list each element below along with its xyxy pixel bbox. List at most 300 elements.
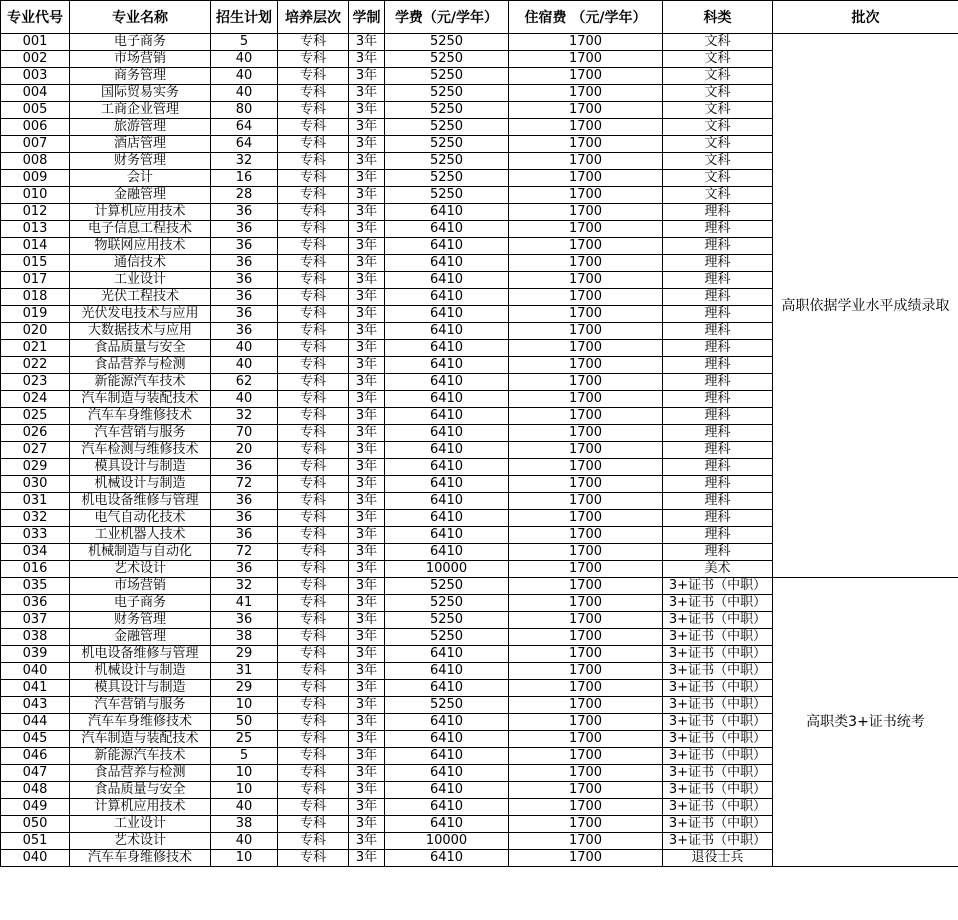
cell-tuition: 5250 <box>385 595 509 612</box>
cell-code: 015 <box>1 255 70 272</box>
cell-duration: 3年 <box>349 782 385 799</box>
cell-lodging: 1700 <box>509 187 663 204</box>
cell-code: 005 <box>1 102 70 119</box>
cell-lodging: 1700 <box>509 272 663 289</box>
cell-lodging: 1700 <box>509 255 663 272</box>
cell-lodging: 1700 <box>509 476 663 493</box>
cell-quota: 32 <box>211 408 278 425</box>
cell-duration: 3年 <box>349 357 385 374</box>
cell-tuition: 6410 <box>385 646 509 663</box>
cell-category: 文科 <box>663 170 773 187</box>
cell-level: 专科 <box>278 816 349 833</box>
cell-quota: 5 <box>211 34 278 51</box>
table-row <box>1 578 958 595</box>
cell-major: 工业设计 <box>70 816 211 833</box>
cell-lodging: 1700 <box>509 799 663 816</box>
cell-duration: 3年 <box>349 102 385 119</box>
cell-category: 3+证书（中职） <box>663 833 773 850</box>
cell-category: 文科 <box>663 68 773 85</box>
cell-duration: 3年 <box>349 85 385 102</box>
cell-duration: 3年 <box>349 714 385 731</box>
cell-tuition: 5250 <box>385 612 509 629</box>
cell-tuition: 6410 <box>385 323 509 340</box>
cell-code: 031 <box>1 493 70 510</box>
cell-level: 专科 <box>278 850 349 867</box>
cell-tuition: 5250 <box>385 51 509 68</box>
cell-category: 3+证书（中职） <box>663 612 773 629</box>
cell-batch: 高职类3+证书统考 <box>773 578 958 867</box>
cell-code: 050 <box>1 816 70 833</box>
cell-code: 040 <box>1 663 70 680</box>
cell-tuition: 6410 <box>385 357 509 374</box>
cell-level: 专科 <box>278 833 349 850</box>
cell-duration: 3年 <box>349 493 385 510</box>
cell-tuition: 5250 <box>385 170 509 187</box>
cell-code: 009 <box>1 170 70 187</box>
cell-category: 理科 <box>663 459 773 476</box>
cell-major: 电气自动化技术 <box>70 510 211 527</box>
cell-quota: 64 <box>211 136 278 153</box>
cell-tuition: 6410 <box>385 510 509 527</box>
cell-level: 专科 <box>278 544 349 561</box>
cell-level: 专科 <box>278 748 349 765</box>
cell-tuition: 5250 <box>385 136 509 153</box>
cell-major: 食品营养与检测 <box>70 765 211 782</box>
cell-category: 文科 <box>663 85 773 102</box>
cell-quota: 38 <box>211 629 278 646</box>
cell-code: 020 <box>1 323 70 340</box>
cell-category: 理科 <box>663 527 773 544</box>
cell-tuition: 5250 <box>385 187 509 204</box>
cell-duration: 3年 <box>349 578 385 595</box>
cell-category: 3+证书（中职） <box>663 595 773 612</box>
cell-lodging: 1700 <box>509 765 663 782</box>
cell-tuition: 6410 <box>385 459 509 476</box>
cell-code: 044 <box>1 714 70 731</box>
cell-duration: 3年 <box>349 442 385 459</box>
cell-quota: 32 <box>211 153 278 170</box>
cell-lodging: 1700 <box>509 544 663 561</box>
header-row <box>1 1 958 34</box>
cell-tuition: 6410 <box>385 272 509 289</box>
cell-tuition: 5250 <box>385 34 509 51</box>
cell-duration: 3年 <box>349 663 385 680</box>
cell-category: 理科 <box>663 391 773 408</box>
cell-level: 专科 <box>278 255 349 272</box>
cell-major: 汽车检测与维修技术 <box>70 442 211 459</box>
cell-code: 048 <box>1 782 70 799</box>
cell-duration: 3年 <box>349 527 385 544</box>
cell-duration: 3年 <box>349 119 385 136</box>
cell-lodging: 1700 <box>509 629 663 646</box>
cell-code: 010 <box>1 187 70 204</box>
cell-level: 专科 <box>278 510 349 527</box>
cell-major: 通信技术 <box>70 255 211 272</box>
cell-code: 016 <box>1 561 70 578</box>
cell-level: 专科 <box>278 493 349 510</box>
cell-level: 专科 <box>278 527 349 544</box>
cell-major: 汽车制造与装配技术 <box>70 391 211 408</box>
cell-duration: 3年 <box>349 204 385 221</box>
cell-code: 051 <box>1 833 70 850</box>
cell-quota: 36 <box>211 612 278 629</box>
cell-category: 理科 <box>663 408 773 425</box>
cell-lodging: 1700 <box>509 136 663 153</box>
cell-major: 商务管理 <box>70 68 211 85</box>
cell-major: 汽车车身维修技术 <box>70 850 211 867</box>
cell-duration: 3年 <box>349 765 385 782</box>
cell-category: 文科 <box>663 136 773 153</box>
cell-duration: 3年 <box>349 748 385 765</box>
cell-major: 市场营销 <box>70 578 211 595</box>
cell-quota: 50 <box>211 714 278 731</box>
cell-level: 专科 <box>278 459 349 476</box>
cell-duration: 3年 <box>349 408 385 425</box>
cell-tuition: 6410 <box>385 816 509 833</box>
cell-level: 专科 <box>278 102 349 119</box>
cell-tuition: 6410 <box>385 731 509 748</box>
cell-level: 专科 <box>278 425 349 442</box>
cell-code: 025 <box>1 408 70 425</box>
cell-major: 工业设计 <box>70 272 211 289</box>
cell-category: 理科 <box>663 357 773 374</box>
cell-duration: 3年 <box>349 272 385 289</box>
cell-major: 食品质量与安全 <box>70 782 211 799</box>
cell-tuition: 6410 <box>385 255 509 272</box>
cell-quota: 40 <box>211 799 278 816</box>
cell-code: 043 <box>1 697 70 714</box>
cell-level: 专科 <box>278 697 349 714</box>
cell-quota: 16 <box>211 170 278 187</box>
header-batch: 批次 <box>773 1 958 34</box>
cell-lodging: 1700 <box>509 391 663 408</box>
cell-level: 专科 <box>278 51 349 68</box>
cell-tuition: 5250 <box>385 68 509 85</box>
cell-duration: 3年 <box>349 374 385 391</box>
header-major: 专业名称 <box>70 1 211 34</box>
cell-code: 004 <box>1 85 70 102</box>
cell-lodging: 1700 <box>509 442 663 459</box>
cell-tuition: 6410 <box>385 799 509 816</box>
cell-code: 034 <box>1 544 70 561</box>
cell-duration: 3年 <box>349 289 385 306</box>
cell-category: 3+证书（中职） <box>663 816 773 833</box>
cell-duration: 3年 <box>349 136 385 153</box>
cell-lodging: 1700 <box>509 85 663 102</box>
cell-lodging: 1700 <box>509 323 663 340</box>
cell-level: 专科 <box>278 34 349 51</box>
cell-level: 专科 <box>278 714 349 731</box>
cell-category: 3+证书（中职） <box>663 629 773 646</box>
cell-lodging: 1700 <box>509 646 663 663</box>
cell-category: 文科 <box>663 34 773 51</box>
cell-code: 030 <box>1 476 70 493</box>
cell-major: 市场营销 <box>70 51 211 68</box>
cell-tuition: 5250 <box>385 697 509 714</box>
cell-duration: 3年 <box>349 170 385 187</box>
cell-major: 金融管理 <box>70 629 211 646</box>
cell-category: 理科 <box>663 221 773 238</box>
cell-tuition: 6410 <box>385 442 509 459</box>
cell-tuition: 6410 <box>385 527 509 544</box>
cell-level: 专科 <box>278 680 349 697</box>
cell-duration: 3年 <box>349 34 385 51</box>
cell-tuition: 10000 <box>385 833 509 850</box>
cell-quota: 36 <box>211 306 278 323</box>
cell-level: 专科 <box>278 374 349 391</box>
cell-lodging: 1700 <box>509 697 663 714</box>
cell-code: 002 <box>1 51 70 68</box>
header-duration: 学制 <box>349 1 385 34</box>
header-quota: 招生计划 <box>211 1 278 34</box>
cell-category: 3+证书（中职） <box>663 578 773 595</box>
cell-duration: 3年 <box>349 255 385 272</box>
cell-lodging: 1700 <box>509 850 663 867</box>
cell-tuition: 6410 <box>385 714 509 731</box>
cell-major: 机电设备维修与管理 <box>70 493 211 510</box>
cell-major: 机械设计与制造 <box>70 476 211 493</box>
table-body <box>1 34 958 867</box>
cell-level: 专科 <box>278 408 349 425</box>
cell-tuition: 5250 <box>385 102 509 119</box>
cell-duration: 3年 <box>349 476 385 493</box>
cell-category: 理科 <box>663 442 773 459</box>
cell-major: 工商企业管理 <box>70 102 211 119</box>
cell-level: 专科 <box>278 663 349 680</box>
cell-lodging: 1700 <box>509 714 663 731</box>
cell-category: 理科 <box>663 204 773 221</box>
cell-code: 018 <box>1 289 70 306</box>
cell-level: 专科 <box>278 476 349 493</box>
cell-duration: 3年 <box>349 51 385 68</box>
cell-duration: 3年 <box>349 816 385 833</box>
cell-duration: 3年 <box>349 799 385 816</box>
cell-code: 033 <box>1 527 70 544</box>
cell-quota: 28 <box>211 187 278 204</box>
cell-level: 专科 <box>278 391 349 408</box>
cell-lodging: 1700 <box>509 782 663 799</box>
cell-level: 专科 <box>278 187 349 204</box>
cell-quota: 80 <box>211 102 278 119</box>
header-level: 培养层次 <box>278 1 349 34</box>
cell-lodging: 1700 <box>509 493 663 510</box>
cell-major: 机械制造与自动化 <box>70 544 211 561</box>
cell-quota: 20 <box>211 442 278 459</box>
cell-category: 理科 <box>663 493 773 510</box>
cell-level: 专科 <box>278 204 349 221</box>
cell-lodging: 1700 <box>509 340 663 357</box>
cell-level: 专科 <box>278 765 349 782</box>
cell-category: 理科 <box>663 238 773 255</box>
header-tuition: 学费（元/学年） <box>385 1 509 34</box>
cell-tuition: 6410 <box>385 289 509 306</box>
cell-level: 专科 <box>278 306 349 323</box>
cell-major: 金融管理 <box>70 187 211 204</box>
cell-category: 文科 <box>663 102 773 119</box>
cell-quota: 72 <box>211 476 278 493</box>
cell-code: 038 <box>1 629 70 646</box>
cell-level: 专科 <box>278 799 349 816</box>
cell-major: 酒店管理 <box>70 136 211 153</box>
cell-level: 专科 <box>278 782 349 799</box>
cell-level: 专科 <box>278 646 349 663</box>
header-lodging: 住宿费 （元/学年） <box>509 1 663 34</box>
cell-lodging: 1700 <box>509 153 663 170</box>
cell-quota: 40 <box>211 357 278 374</box>
cell-tuition: 5250 <box>385 119 509 136</box>
cell-major: 光伏发电技术与应用 <box>70 306 211 323</box>
cell-category: 理科 <box>663 544 773 561</box>
cell-quota: 36 <box>211 289 278 306</box>
cell-code: 026 <box>1 425 70 442</box>
cell-major: 工业机器人技术 <box>70 527 211 544</box>
cell-quota: 40 <box>211 51 278 68</box>
cell-quota: 29 <box>211 646 278 663</box>
cell-lodging: 1700 <box>509 374 663 391</box>
cell-level: 专科 <box>278 595 349 612</box>
cell-level: 专科 <box>278 340 349 357</box>
cell-code: 040 <box>1 850 70 867</box>
header-category: 科类 <box>663 1 773 34</box>
cell-lodging: 1700 <box>509 459 663 476</box>
cell-tuition: 6410 <box>385 680 509 697</box>
cell-quota: 40 <box>211 391 278 408</box>
cell-duration: 3年 <box>349 221 385 238</box>
cell-category: 理科 <box>663 374 773 391</box>
cell-quota: 36 <box>211 323 278 340</box>
cell-category: 理科 <box>663 340 773 357</box>
cell-lodging: 1700 <box>509 238 663 255</box>
cell-code: 046 <box>1 748 70 765</box>
cell-major: 艺术设计 <box>70 561 211 578</box>
cell-category: 理科 <box>663 255 773 272</box>
cell-batch: 高职依据学业水平成绩录取 <box>773 34 958 578</box>
cell-quota: 41 <box>211 595 278 612</box>
cell-duration: 3年 <box>349 833 385 850</box>
cell-code: 035 <box>1 578 70 595</box>
cell-duration: 3年 <box>349 561 385 578</box>
cell-duration: 3年 <box>349 323 385 340</box>
cell-code: 017 <box>1 272 70 289</box>
cell-category: 理科 <box>663 306 773 323</box>
cell-level: 专科 <box>278 357 349 374</box>
cell-quota: 64 <box>211 119 278 136</box>
cell-lodging: 1700 <box>509 612 663 629</box>
cell-category: 理科 <box>663 510 773 527</box>
cell-code: 032 <box>1 510 70 527</box>
cell-category: 3+证书（中职） <box>663 799 773 816</box>
cell-duration: 3年 <box>349 153 385 170</box>
cell-duration: 3年 <box>349 68 385 85</box>
cell-lodging: 1700 <box>509 170 663 187</box>
cell-duration: 3年 <box>349 238 385 255</box>
cell-code: 023 <box>1 374 70 391</box>
cell-major: 汽车制造与装配技术 <box>70 731 211 748</box>
cell-category: 文科 <box>663 187 773 204</box>
cell-duration: 3年 <box>349 646 385 663</box>
cell-code: 047 <box>1 765 70 782</box>
cell-category: 文科 <box>663 153 773 170</box>
cell-level: 专科 <box>278 153 349 170</box>
cell-lodging: 1700 <box>509 680 663 697</box>
cell-major: 物联网应用技术 <box>70 238 211 255</box>
cell-major: 财务管理 <box>70 153 211 170</box>
cell-quota: 10 <box>211 850 278 867</box>
cell-tuition: 6410 <box>385 850 509 867</box>
cell-lodging: 1700 <box>509 748 663 765</box>
cell-category: 文科 <box>663 51 773 68</box>
cell-lodging: 1700 <box>509 289 663 306</box>
cell-code: 019 <box>1 306 70 323</box>
cell-quota: 36 <box>211 255 278 272</box>
cell-code: 007 <box>1 136 70 153</box>
cell-tuition: 6410 <box>385 374 509 391</box>
cell-category: 理科 <box>663 323 773 340</box>
cell-major: 计算机应用技术 <box>70 799 211 816</box>
cell-category: 退役士兵 <box>663 850 773 867</box>
cell-duration: 3年 <box>349 697 385 714</box>
cell-quota: 62 <box>211 374 278 391</box>
cell-category: 美术 <box>663 561 773 578</box>
cell-tuition: 10000 <box>385 561 509 578</box>
cell-level: 专科 <box>278 170 349 187</box>
cell-category: 3+证书（中职） <box>663 680 773 697</box>
cell-duration: 3年 <box>349 459 385 476</box>
cell-major: 旅游管理 <box>70 119 211 136</box>
cell-quota: 10 <box>211 765 278 782</box>
cell-quota: 36 <box>211 238 278 255</box>
cell-major: 会计 <box>70 170 211 187</box>
cell-major: 电子信息工程技术 <box>70 221 211 238</box>
cell-tuition: 6410 <box>385 782 509 799</box>
cell-quota: 40 <box>211 340 278 357</box>
cell-level: 专科 <box>278 561 349 578</box>
cell-major: 机械设计与制造 <box>70 663 211 680</box>
cell-tuition: 6410 <box>385 408 509 425</box>
cell-level: 专科 <box>278 68 349 85</box>
cell-category: 3+证书（中职） <box>663 731 773 748</box>
cell-quota: 40 <box>211 85 278 102</box>
cell-quota: 36 <box>211 204 278 221</box>
cell-tuition: 6410 <box>385 425 509 442</box>
cell-tuition: 6410 <box>385 493 509 510</box>
cell-category: 理科 <box>663 272 773 289</box>
cell-code: 003 <box>1 68 70 85</box>
cell-tuition: 6410 <box>385 765 509 782</box>
cell-tuition: 6410 <box>385 238 509 255</box>
cell-lodging: 1700 <box>509 663 663 680</box>
cell-tuition: 6410 <box>385 221 509 238</box>
cell-lodging: 1700 <box>509 306 663 323</box>
cell-major: 电子商务 <box>70 34 211 51</box>
cell-code: 021 <box>1 340 70 357</box>
cell-duration: 3年 <box>349 850 385 867</box>
cell-major: 大数据技术与应用 <box>70 323 211 340</box>
cell-code: 006 <box>1 119 70 136</box>
cell-quota: 36 <box>211 272 278 289</box>
cell-level: 专科 <box>278 136 349 153</box>
cell-duration: 3年 <box>349 187 385 204</box>
cell-level: 专科 <box>278 612 349 629</box>
cell-lodging: 1700 <box>509 578 663 595</box>
cell-category: 3+证书（中职） <box>663 765 773 782</box>
cell-lodging: 1700 <box>509 51 663 68</box>
cell-major: 食品营养与检测 <box>70 357 211 374</box>
cell-tuition: 6410 <box>385 340 509 357</box>
cell-lodging: 1700 <box>509 510 663 527</box>
cell-level: 专科 <box>278 85 349 102</box>
cell-tuition: 6410 <box>385 544 509 561</box>
